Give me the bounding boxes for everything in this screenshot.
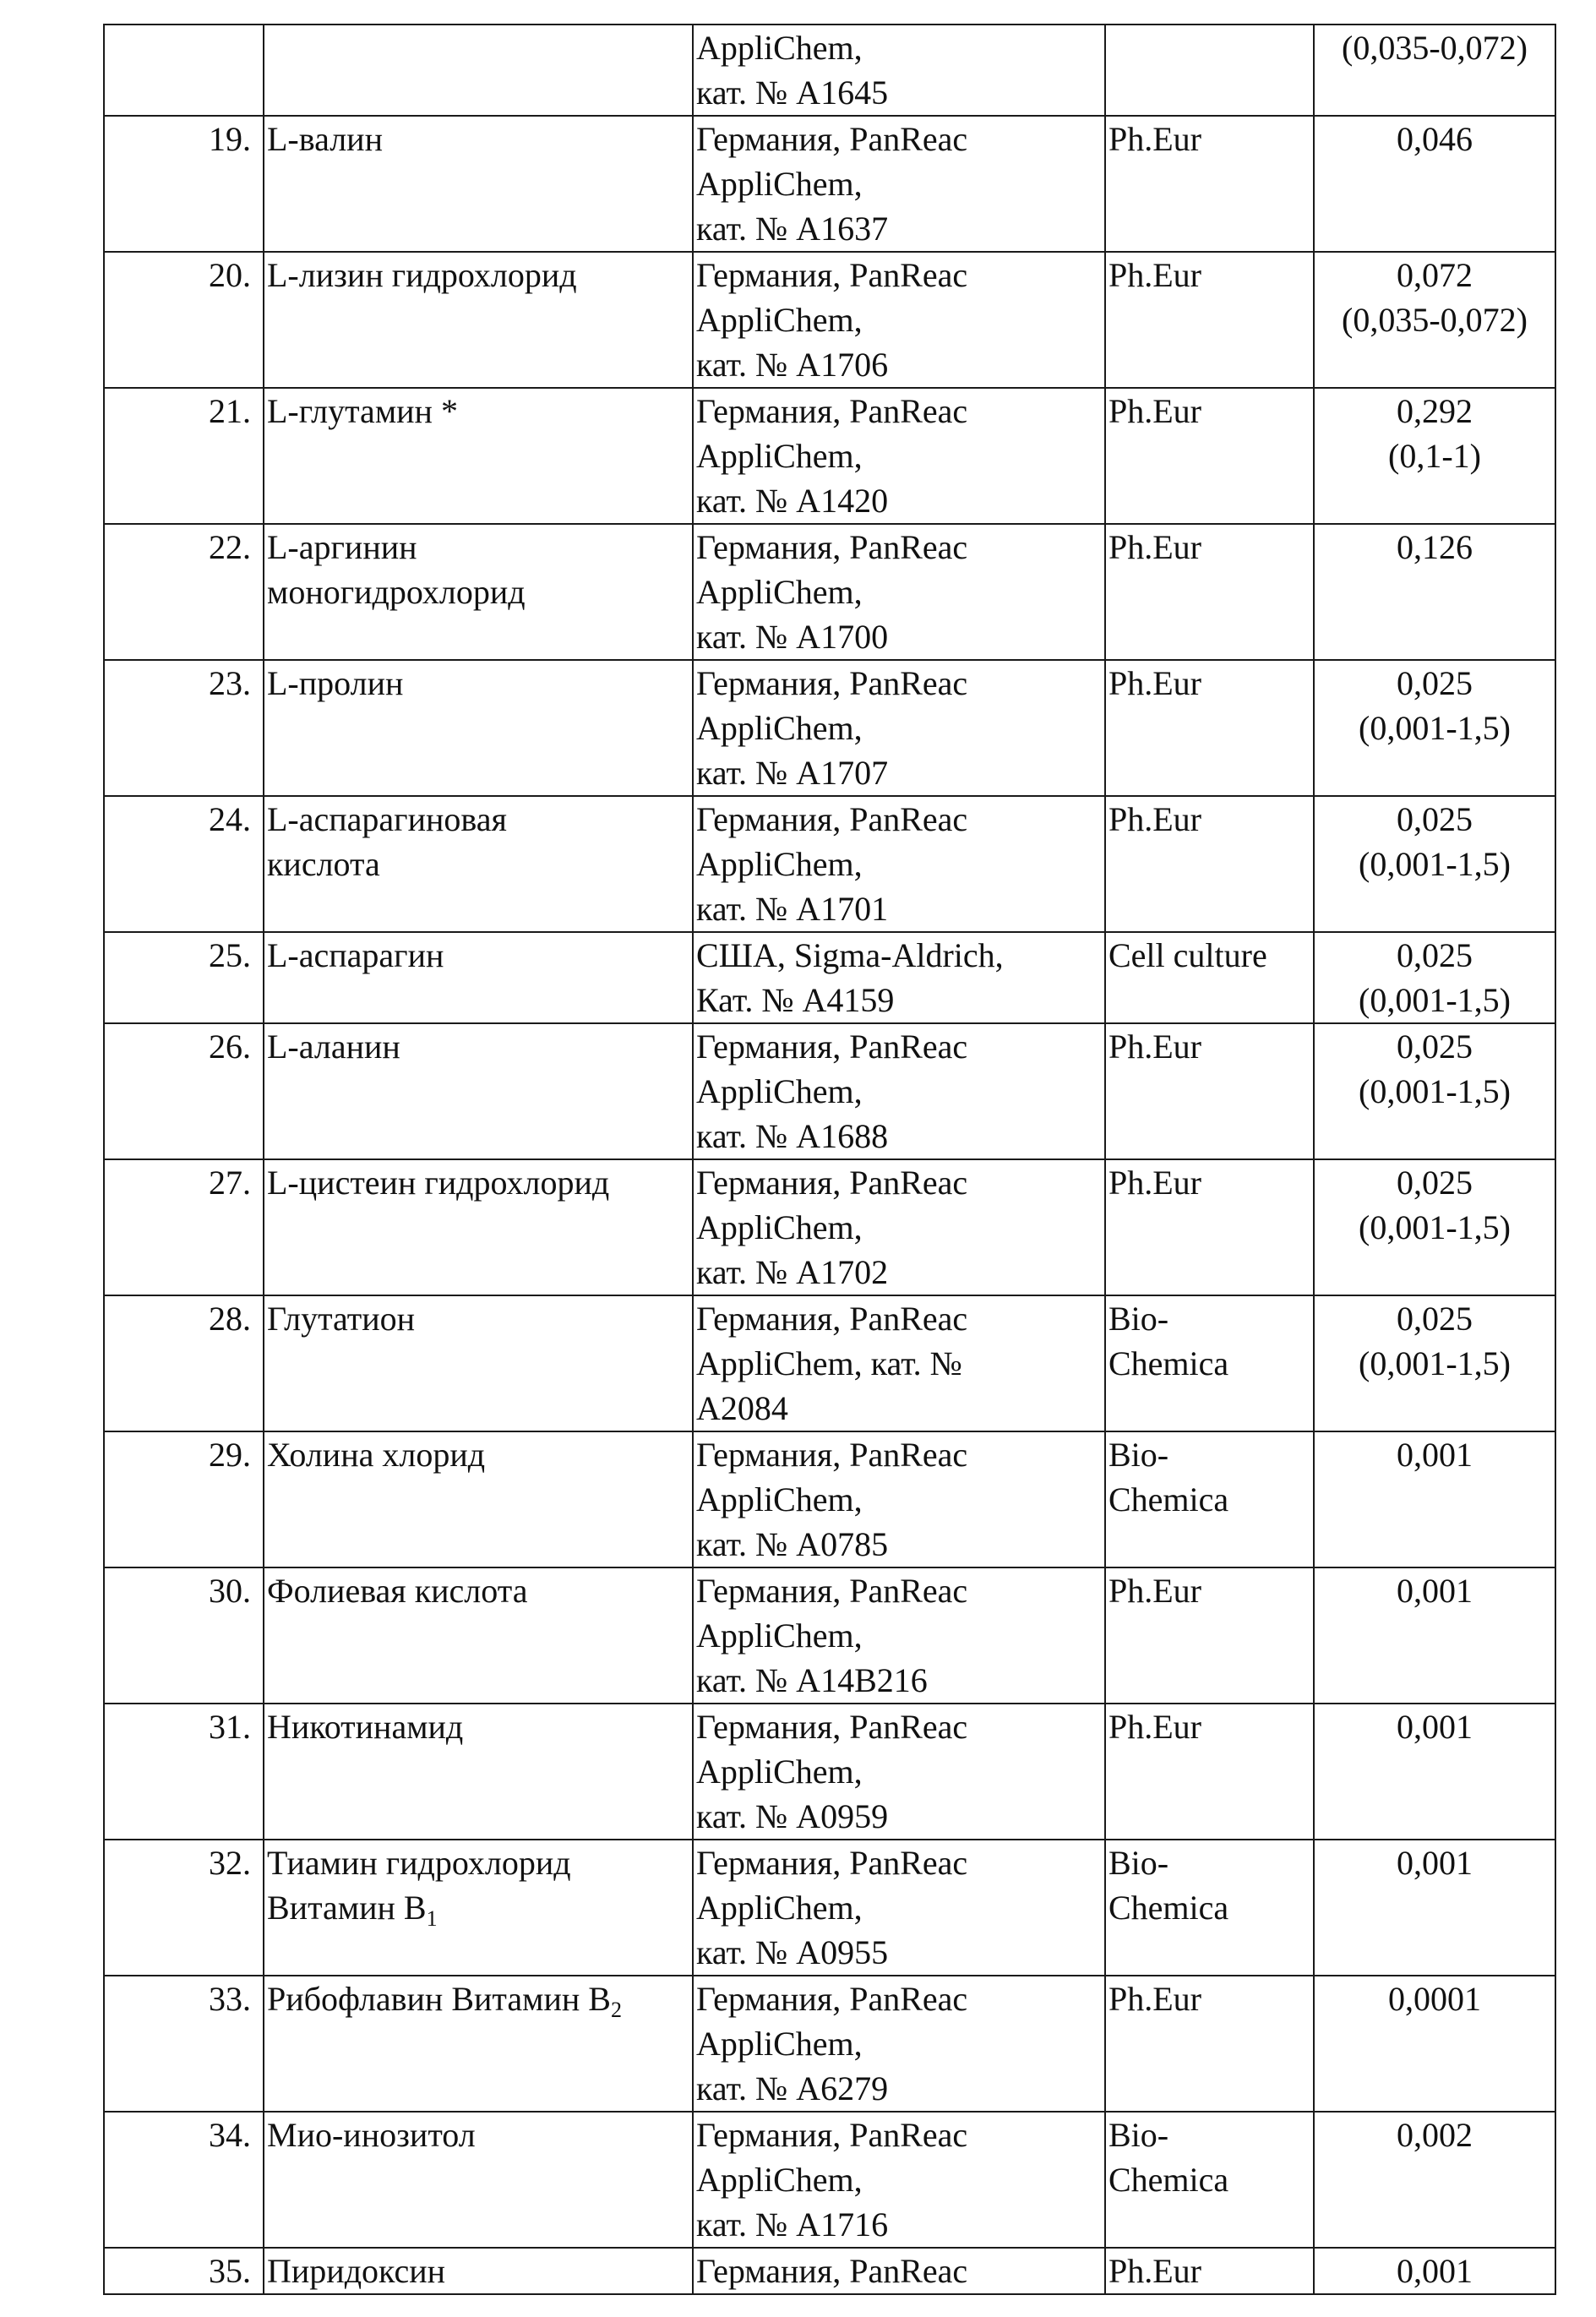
concentration-line: (0,035-0,072) [1315, 297, 1555, 342]
row-number-cell: 31. [104, 1704, 264, 1840]
supplier-line: кат. № A1701 [696, 886, 1104, 931]
table-row [104, 524, 1555, 660]
concentration-cell [1314, 1295, 1555, 1431]
grade-cell [1105, 25, 1314, 116]
component-name-line: Мио-инозитол [267, 2113, 692, 2157]
grade-line: Ph.Eur [1108, 117, 1313, 161]
supplier-line: кат. № A1645 [696, 70, 1104, 115]
supplier-cell [693, 388, 1105, 524]
component-name-line: Холина хлорид [267, 1432, 692, 1477]
supplier-line: кат. № A0959 [696, 1794, 1104, 1839]
table-row [104, 252, 1555, 388]
supplier-line: кат. № A6279 [696, 2066, 1104, 2111]
component-name-line: Фолиевая кислота [267, 1568, 692, 1613]
table-row [104, 1567, 1555, 1704]
concentration-line: 0,025 [1315, 1024, 1555, 1069]
component-name-cell [264, 1976, 693, 2112]
supplier-line: кат. № A1706 [696, 342, 1104, 387]
concentration-line: 0,001 [1315, 2249, 1555, 2293]
concentration-cell [1314, 932, 1555, 1023]
row-number-cell: 22. [104, 524, 264, 660]
supplier-line: Германия, PanReac [696, 1432, 1104, 1477]
grade-line: Bio- [1108, 1432, 1313, 1477]
supplier-line: кат. № A1637 [696, 206, 1104, 251]
concentration-line: (0,001-1,5) [1315, 842, 1555, 886]
supplier-cell [693, 25, 1105, 116]
grade-cell [1105, 1431, 1314, 1567]
supplier-line: AppliChem, [696, 1477, 1104, 1522]
table-row [104, 932, 1555, 1023]
grade-line: Ph.Eur [1108, 2249, 1313, 2293]
concentration-line: 0,292 [1315, 389, 1555, 433]
grade-cell [1105, 932, 1314, 1023]
component-name-line: Витамин B1 [267, 1885, 692, 1930]
component-name-line: L-аспарагиновая [267, 797, 692, 842]
supplier-cell [693, 1295, 1105, 1431]
component-name-cell [264, 252, 693, 388]
supplier-line: Германия, PanReac [696, 389, 1104, 433]
concentration-line: (0,035-0,072) [1315, 25, 1555, 70]
grade-line: Bio- [1108, 2113, 1313, 2157]
table-row [104, 116, 1555, 252]
concentration-cell [1314, 2248, 1555, 2294]
supplier-line: Германия, PanReac [696, 117, 1104, 161]
component-name-cell [264, 1159, 693, 1295]
reagents-table-body [104, 25, 1555, 2294]
concentration-cell [1314, 1704, 1555, 1840]
component-name-line: L-аргинин [267, 525, 692, 570]
table-row [104, 25, 1555, 116]
supplier-line: AppliChem, [696, 1885, 1104, 1930]
component-name-line: L-аланин [267, 1024, 692, 1069]
subscript: 2 [611, 1998, 622, 2022]
table-row [104, 1704, 1555, 1840]
supplier-line: AppliChem, [696, 25, 1104, 70]
supplier-cell [693, 1159, 1105, 1295]
concentration-line: 0,002 [1315, 2113, 1555, 2157]
component-name-line: кислота [267, 842, 692, 886]
row-number-cell: 33. [104, 1976, 264, 2112]
row-number-cell: 28. [104, 1295, 264, 1431]
supplier-cell [693, 796, 1105, 932]
concentration-cell [1314, 116, 1555, 252]
grade-line: Ph.Eur [1108, 1160, 1313, 1205]
grade-line: Ph.Eur [1108, 1024, 1313, 1069]
supplier-line: Германия, PanReac [696, 253, 1104, 297]
table-row [104, 796, 1555, 932]
row-number-cell: 19. [104, 116, 264, 252]
supplier-line: кат. № A1707 [696, 750, 1104, 795]
supplier-line: Кат. № A4159 [696, 978, 1104, 1022]
component-name-cell [264, 2248, 693, 2294]
row-number-cell: 27. [104, 1159, 264, 1295]
grade-line: Cell culture [1108, 933, 1313, 978]
row-number-cell: 34. [104, 2112, 264, 2248]
component-name-cell [264, 1295, 693, 1431]
concentration-cell [1314, 25, 1555, 116]
component-name-cell [264, 25, 693, 116]
subscript: 1 [427, 1906, 438, 1931]
component-name-line: моногидрохлорид [267, 570, 692, 614]
supplier-line: кат. № A1702 [696, 1250, 1104, 1295]
grade-cell [1105, 1295, 1314, 1431]
concentration-cell [1314, 524, 1555, 660]
grade-cell [1105, 1976, 1314, 2112]
component-name-cell [264, 388, 693, 524]
concentration-cell [1314, 796, 1555, 932]
component-name-line: L-пролин [267, 661, 692, 706]
component-name-line: Глутатион [267, 1296, 692, 1341]
grade-line: Chemica [1108, 1477, 1313, 1522]
table-row [104, 1159, 1555, 1295]
supplier-line: AppliChem, [696, 2157, 1104, 2202]
table-row [104, 388, 1555, 524]
grade-line: Ph.Eur [1108, 1568, 1313, 1613]
supplier-cell [693, 524, 1105, 660]
supplier-cell [693, 660, 1105, 796]
concentration-line: 0,025 [1315, 1296, 1555, 1341]
component-name-line: L-аспарагин [267, 933, 692, 978]
supplier-cell [693, 1976, 1105, 2112]
supplier-cell [693, 252, 1105, 388]
component-name-line: L-цистеин гидрохлорид [267, 1160, 692, 1205]
table-row [104, 1840, 1555, 1976]
concentration-line: 0,025 [1315, 797, 1555, 842]
concentration-line: 0,001 [1315, 1568, 1555, 1613]
row-number-cell: 21. [104, 388, 264, 524]
grade-cell [1105, 1840, 1314, 1976]
row-number-cell [104, 25, 264, 116]
supplier-cell [693, 1567, 1105, 1704]
row-number-cell: 32. [104, 1840, 264, 1976]
grade-line: Ph.Eur [1108, 1976, 1313, 2021]
concentration-line: (0,001-1,5) [1315, 978, 1555, 1022]
supplier-line: Германия, PanReac [696, 2249, 1104, 2293]
row-number-cell: 29. [104, 1431, 264, 1567]
grade-cell [1105, 388, 1314, 524]
row-number-cell: 23. [104, 660, 264, 796]
supplier-line: Германия, PanReac [696, 1160, 1104, 1205]
reagents-table [103, 24, 1556, 2295]
concentration-cell [1314, 2112, 1555, 2248]
concentration-line: (0,001-1,5) [1315, 1341, 1555, 1386]
supplier-line: Германия, PanReac [696, 1568, 1104, 1613]
table-row [104, 1295, 1555, 1431]
table-row [104, 1976, 1555, 2112]
supplier-line: AppliChem, [696, 1069, 1104, 1114]
component-name-line: Рибофлавин Витамин B2 [267, 1976, 692, 2021]
row-number-cell: 24. [104, 796, 264, 932]
concentration-cell [1314, 1023, 1555, 1159]
concentration-cell [1314, 1840, 1555, 1976]
concentration-line: 0,001 [1315, 1432, 1555, 1477]
concentration-line: (0,001-1,5) [1315, 706, 1555, 750]
concentration-line: (0,1-1) [1315, 433, 1555, 478]
supplier-cell [693, 1840, 1105, 1976]
supplier-line: кат. № A0955 [696, 1930, 1104, 1975]
grade-line: Ph.Eur [1108, 525, 1313, 570]
table-row [104, 1023, 1555, 1159]
component-name-cell [264, 1023, 693, 1159]
grade-line: Chemica [1108, 1341, 1313, 1386]
grade-line: Bio- [1108, 1840, 1313, 1885]
component-name-line: L-лизин гидрохлорид [267, 253, 692, 297]
component-name-cell [264, 796, 693, 932]
concentration-cell [1314, 252, 1555, 388]
row-number-cell: 35. [104, 2248, 264, 2294]
supplier-line: AppliChem, кат. № [696, 1341, 1104, 1386]
supplier-cell [693, 1704, 1105, 1840]
supplier-line: AppliChem, [696, 297, 1104, 342]
component-name-cell [264, 1431, 693, 1567]
table-row [104, 1431, 1555, 1567]
supplier-line: AppliChem, [696, 1613, 1104, 1658]
supplier-line: кат. № A0785 [696, 1522, 1104, 1567]
component-name-cell [264, 2112, 693, 2248]
supplier-cell [693, 2112, 1105, 2248]
supplier-line: кат. № A1716 [696, 2202, 1104, 2247]
concentration-line: 0,126 [1315, 525, 1555, 570]
table-row [104, 660, 1555, 796]
supplier-line: Германия, PanReac [696, 1024, 1104, 1069]
grade-cell [1105, 1159, 1314, 1295]
component-name-line: Никотинамид [267, 1704, 692, 1749]
supplier-line: AppliChem, [696, 2021, 1104, 2066]
supplier-line: Германия, PanReac [696, 2113, 1104, 2157]
concentration-line: 0,046 [1315, 117, 1555, 161]
concentration-cell [1314, 1431, 1555, 1567]
grade-cell [1105, 2112, 1314, 2248]
supplier-line: AppliChem, [696, 1205, 1104, 1250]
row-number-cell: 30. [104, 1567, 264, 1704]
grade-line: Ph.Eur [1108, 1704, 1313, 1749]
grade-line: Chemica [1108, 2157, 1313, 2202]
grade-line: Ph.Eur [1108, 389, 1313, 433]
concentration-line: 0,025 [1315, 933, 1555, 978]
concentration-line: (0,001-1,5) [1315, 1205, 1555, 1250]
row-number-cell: 26. [104, 1023, 264, 1159]
concentration-cell [1314, 1159, 1555, 1295]
supplier-cell [693, 932, 1105, 1023]
row-number-cell: 20. [104, 252, 264, 388]
supplier-line: AppliChem, [696, 842, 1104, 886]
grade-line: Ph.Eur [1108, 661, 1313, 706]
supplier-line: кат. № A1420 [696, 478, 1104, 523]
concentration-line: (0,001-1,5) [1315, 1069, 1555, 1114]
concentration-cell [1314, 388, 1555, 524]
component-name-cell [264, 1567, 693, 1704]
supplier-cell [693, 1023, 1105, 1159]
component-name-cell [264, 1704, 693, 1840]
grade-cell [1105, 1023, 1314, 1159]
supplier-line: Германия, PanReac [696, 1840, 1104, 1885]
component-name-line: Пиридоксин [267, 2249, 692, 2293]
supplier-line: AppliChem, [696, 1749, 1104, 1794]
grade-cell [1105, 524, 1314, 660]
supplier-line: AppliChem, [696, 570, 1104, 614]
row-number-cell: 25. [104, 932, 264, 1023]
supplier-line: Германия, PanReac [696, 1296, 1104, 1341]
supplier-cell [693, 2248, 1105, 2294]
component-name-cell [264, 116, 693, 252]
component-name-cell [264, 660, 693, 796]
supplier-line: AppliChem, [696, 433, 1104, 478]
concentration-line: 0,025 [1315, 1160, 1555, 1205]
table-row [104, 2112, 1555, 2248]
grade-line: Ph.Eur [1108, 797, 1313, 842]
grade-cell [1105, 1567, 1314, 1704]
component-name-line: L-глутамин * [267, 389, 692, 433]
supplier-line: кат. № A1700 [696, 614, 1104, 659]
supplier-line: кат. № A1688 [696, 1114, 1104, 1158]
supplier-line: США, Sigma-Aldrich, [696, 933, 1104, 978]
supplier-line: кат. № A14B216 [696, 1658, 1104, 1703]
concentration-cell [1314, 1976, 1555, 2112]
supplier-line: AppliChem, [696, 706, 1104, 750]
supplier-line: Германия, PanReac [696, 661, 1104, 706]
component-name-cell [264, 524, 693, 660]
grade-cell [1105, 116, 1314, 252]
supplier-cell [693, 116, 1105, 252]
grade-cell [1105, 2248, 1314, 2294]
grade-line: Ph.Eur [1108, 253, 1313, 297]
grade-line: Bio- [1108, 1296, 1313, 1341]
grade-cell [1105, 1704, 1314, 1840]
component-name-line: L-валин [267, 117, 692, 161]
component-name-line: Тиамин гидрохлорид [267, 1840, 692, 1885]
concentration-line: 0,072 [1315, 253, 1555, 297]
grade-cell [1105, 252, 1314, 388]
grade-cell [1105, 796, 1314, 932]
concentration-cell [1314, 660, 1555, 796]
supplier-line: Германия, PanReac [696, 525, 1104, 570]
supplier-cell [693, 1431, 1105, 1567]
grade-line: Chemica [1108, 1885, 1313, 1930]
concentration-line: 0,0001 [1315, 1976, 1555, 2021]
supplier-line: Германия, PanReac [696, 1704, 1104, 1749]
supplier-line: Германия, PanReac [696, 1976, 1104, 2021]
supplier-line: AppliChem, [696, 161, 1104, 206]
grade-cell [1105, 660, 1314, 796]
table-row [104, 2248, 1555, 2294]
concentration-line: 0,001 [1315, 1840, 1555, 1885]
concentration-cell [1314, 1567, 1555, 1704]
supplier-line: Германия, PanReac [696, 797, 1104, 842]
concentration-line: 0,001 [1315, 1704, 1555, 1749]
supplier-line: A2084 [696, 1386, 1104, 1431]
component-name-cell [264, 1840, 693, 1976]
component-name-cell [264, 932, 693, 1023]
concentration-line: 0,025 [1315, 661, 1555, 706]
